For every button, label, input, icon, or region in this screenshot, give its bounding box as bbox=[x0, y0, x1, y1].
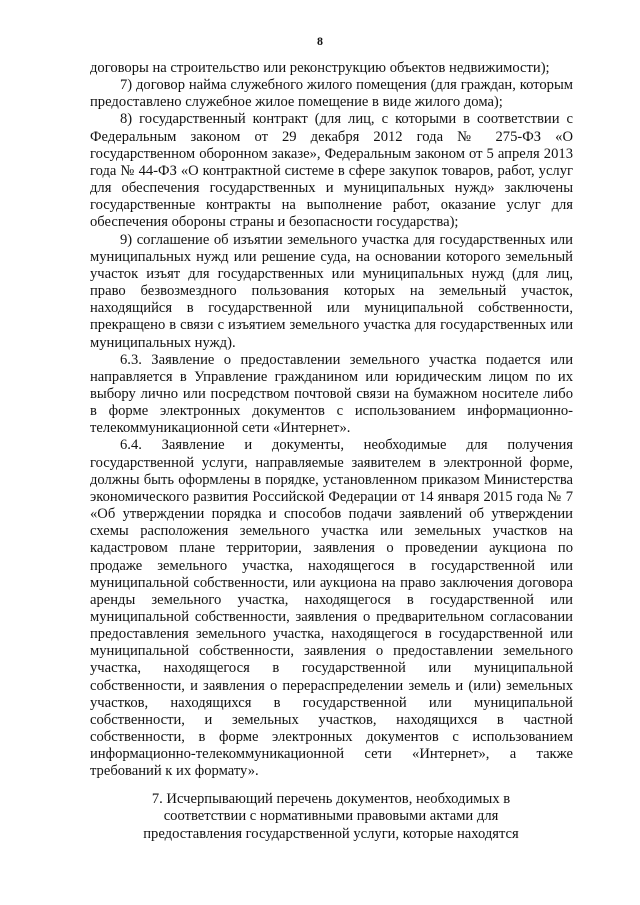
paragraph: договоры на строительство или реконструкцию объектов недвижимости); bbox=[90, 60, 550, 76]
paragraph: 7) договор найма служебного жилого помещения (для граждан, которым предоставлено служебное жилое помещение в виде жилого дома); bbox=[90, 77, 573, 111]
paragraph: 6.4. Заявление и документы, необходимые для получения государственной услуги, направляемые заявителем в электронной форме, должны быть оформлены в порядке, установленном приказом Министерства экономического развития Российской Федерации от 14 января 2015 года № 7 «Об утверждении порядка и способов подачи заявлений об утверждении схемы расположения земельного участка или земельных участков на кадастровом плане территории, заявления о проведении аукциона по продаже земельного участка, находящегося в государственной или муниципальной собственности, или аукциона на право заключения договора аренды земельного участка, находящегося в государственной или муниципальной собственности, заявления о предварительном согласовании предоставления земельного участка, находящегося в государственной или муниципальной собственности, заявления о предоставлении земельного участка, находящегося в государственной или муниципальной собственности, и заявления о перераспределении земель и (или) земельных участков, находящихся в государственной или муниципальной собственности, и земельных участков, находящихся в частной собственности, в форме электронных документов с использованием информационно-телекоммуникационной сети «Интернет», а также требований к их формату». bbox=[90, 437, 573, 780]
paragraph: 6.3. Заявление о предоставлении земельного участка подается или направляется в Управление гражданином или юридическим лицом по их выбору лично или посредством почтовой связи на бумажном носителе либо в форме электронных документов с использованием информационно-телекоммуникационной сети «Интернет». bbox=[90, 351, 573, 437]
page-number: 8 bbox=[317, 34, 323, 48]
section-heading-line: 7. Исчерпывающий перечень документов, необходимых в bbox=[151, 791, 511, 807]
section-heading-line: предоставления государственной услуги, которые находятся bbox=[143, 825, 519, 842]
document-body bbox=[90, 60, 573, 781]
section-heading-line: соответствии с нормативными правовыми актами для bbox=[163, 808, 499, 825]
paragraph: 8) государственный контракт (для лиц, с которыми в соответствии с Федеральным законом от 29 декабря 2012 года № 275-ФЗ «О государственном оборонном заказе», Федеральным законом от 5 апреля 2013 года № 44-ФЗ «О контрактной системе в сфере закупок товаров, работ, услуг для обеспечения государственных и муниципальных нужд» заключены государственные контракты на выполнение работ, оказание услуг для обеспечения обороны страны и безопасности государства); bbox=[90, 111, 573, 231]
section-heading bbox=[100, 791, 562, 843]
paragraph: 9) соглашение об изъятии земельного участка для государственных или муниципальных нужд или решение суда, на основании которого земельный участок изъят для государственных или муниципальных нужд (для лиц, право безвозмездного пользования которых на земельный участок, находящийся в государственной или муниципальной собственности, прекращено в связи с изъятием земельного участка для государственных или муниципальных нужд). bbox=[90, 231, 573, 351]
